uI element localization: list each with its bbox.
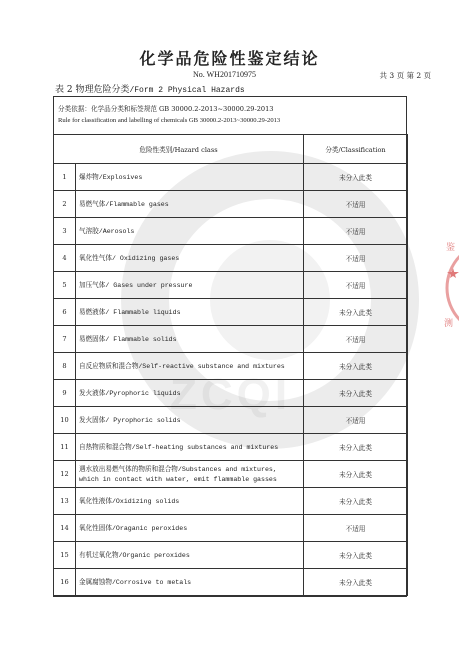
page-info: 共 3 页 第 2 页: [379, 71, 431, 80]
hazard-class-en: / Oxidizing gases: [111, 254, 180, 262]
table-row: [54, 380, 408, 407]
hazard-class-cell: [76, 407, 304, 434]
hazard-class-en: / Pyrophoric solids: [105, 416, 181, 424]
table-header-row: [54, 135, 408, 164]
stamp-fragment: [441, 228, 459, 348]
hazard-class-cn: 遇水放出易燃气体的物质和混合物: [79, 464, 178, 473]
svg-text:测: 测: [444, 319, 454, 329]
hazard-class-cell: [76, 218, 304, 245]
table-row: [54, 542, 408, 569]
classification-cell: 未分入此类: [304, 434, 408, 461]
hazard-class-cn: 氧化性液体: [79, 496, 112, 505]
hazard-class-cell: [76, 461, 304, 488]
svg-text:鉴: 鉴: [446, 243, 456, 253]
document-title: 化学品危险性鉴定结论: [139, 49, 320, 68]
hazard-class-cn: 有机过氧化物: [79, 550, 119, 559]
hazard-class-cell: [76, 542, 304, 569]
hazard-class-en: /Substances and mixtures, which in contact with water, emit flammable gasses: [79, 465, 277, 483]
hazard-class-cell: [76, 299, 304, 326]
row-number: 5: [54, 272, 76, 299]
table-row: [54, 218, 408, 245]
classification-basis-en: Rule for classification and labelling of chemicals GB 30000.2-2013~30000.29-2013: [58, 117, 281, 124]
classification-cell: 未分入此类: [304, 569, 408, 596]
row-number: 6: [54, 299, 76, 326]
row-number: 7: [54, 326, 76, 353]
row-number: 14: [54, 515, 76, 542]
table-row: [54, 515, 408, 542]
hazard-class-cn: 易燃气体: [79, 199, 106, 208]
classification-basis-cn: 分类依据：化学品分类和标签规范 GB 30000.2-2013~30000.29-2013: [58, 105, 274, 113]
watermark-text: ZCQI: [170, 370, 292, 419]
classification-cell: 不适用: [304, 245, 408, 272]
hazard-class-en: / Gases under pressure: [105, 281, 193, 289]
hazard-class-en: /Aerosols: [98, 227, 135, 235]
row-number: 16: [54, 569, 76, 596]
hazard-class-cell: [76, 272, 304, 299]
table-row: [54, 407, 408, 434]
row-number: 10: [54, 407, 76, 434]
hazard-class-cell: [76, 353, 304, 380]
hazard-class-cn: 发火固体: [79, 415, 106, 424]
hazard-class-en: /Explosives: [98, 173, 143, 181]
hazard-class-en: /Flammable gases: [105, 200, 169, 208]
classification-cell: 不适用: [304, 191, 408, 218]
classification-cell: 不适用: [304, 515, 408, 542]
classification-cell: 未分入此类: [304, 380, 408, 407]
table-row: [54, 434, 408, 461]
row-number: 1: [54, 164, 76, 191]
row-number: 2: [54, 191, 76, 218]
hazard-class-cell: [76, 164, 304, 191]
table-row: [54, 461, 408, 488]
hazard-class-en: / Flammable liquids: [105, 308, 181, 316]
table-title: [55, 82, 245, 95]
hazard-class-cn: 氧化性固体: [79, 523, 112, 532]
table-row: [54, 488, 408, 515]
table-title-cn: 表 2 物理危险分类: [55, 85, 130, 95]
hazard-class-cn: 易燃固体: [79, 334, 106, 343]
hazard-class-en: /Oxidizing solids: [111, 497, 180, 505]
hazard-class-cn: 加压气体: [79, 280, 106, 289]
hazard-class-en: /Corrosive to metals: [111, 578, 192, 586]
classification-cell: 不适用: [304, 272, 408, 299]
report-number: No. WH201710975: [193, 70, 256, 79]
hazard-class-en: /Self-reactive substance and mixtures: [138, 362, 285, 370]
table-row: [54, 353, 408, 380]
hazard-class-en: /Self-heating substances and mixtures: [131, 443, 279, 451]
row-number: 12: [54, 461, 76, 488]
row-number: 13: [54, 488, 76, 515]
classification-cell: 未分入此类: [304, 164, 408, 191]
row-number: 9: [54, 380, 76, 407]
table-row: [54, 326, 408, 353]
hazard-class-cn: 氧化性气体: [79, 253, 112, 262]
classification-cell: 未分入此类: [304, 488, 408, 515]
hazard-class-en: /Organic peroxides: [118, 551, 190, 559]
hazard-class-en: / Flammable solids: [105, 335, 177, 343]
hazard-class-cn: 自反应物质和混合物: [79, 361, 139, 370]
hazard-class-cell: [76, 245, 304, 272]
hazard-class-cn: 易燃液体: [79, 307, 106, 316]
hazard-class-cn: 气溶胶: [79, 226, 99, 235]
table-row: [54, 299, 408, 326]
hazard-class-cell: [76, 569, 304, 596]
classification-cell: 未分入此类: [304, 461, 408, 488]
table-row: [54, 191, 408, 218]
row-number: 8: [54, 353, 76, 380]
table-title-en: /Form 2 Physical Hazards: [129, 86, 245, 95]
classification-cell: 未分入此类: [304, 299, 408, 326]
hazard-class-cell: [76, 434, 304, 461]
hazard-class-cn: 自热物质和混合物: [79, 442, 132, 451]
hazard-class-cell: [76, 380, 304, 407]
row-number: 4: [54, 245, 76, 272]
classification-cell: 不适用: [304, 407, 408, 434]
classification-cell: 未分入此类: [304, 353, 408, 380]
header-classification: 分类/Classification: [304, 135, 408, 164]
header-hazard-class: 危险性类别/Hazard class: [54, 135, 304, 164]
table-row: [54, 569, 408, 596]
classification-cell: 不适用: [304, 218, 408, 245]
hazard-class-en: /Pyrophoric liquids: [105, 389, 181, 397]
hazard-class-cn: 爆炸物: [79, 172, 99, 181]
table-row: [54, 164, 408, 191]
hazard-class-cn: 发火液体: [79, 388, 106, 397]
table-row: [54, 272, 408, 299]
hazard-table: [53, 134, 408, 596]
row-number: 11: [54, 434, 76, 461]
hazard-class-en: /Oraganic peroxides: [111, 524, 188, 532]
hazard-class-cell: [76, 326, 304, 353]
hazard-class-cn: 金属腐蚀物: [79, 577, 112, 586]
classification-cell: 未分入此类: [304, 542, 408, 569]
hazard-class-cell: [76, 515, 304, 542]
row-number: 15: [54, 542, 76, 569]
hazard-class-cell: [76, 191, 304, 218]
classification-cell: 不适用: [304, 326, 408, 353]
row-number: 3: [54, 218, 76, 245]
table-row: [54, 245, 408, 272]
hazard-class-cell: [76, 488, 304, 515]
